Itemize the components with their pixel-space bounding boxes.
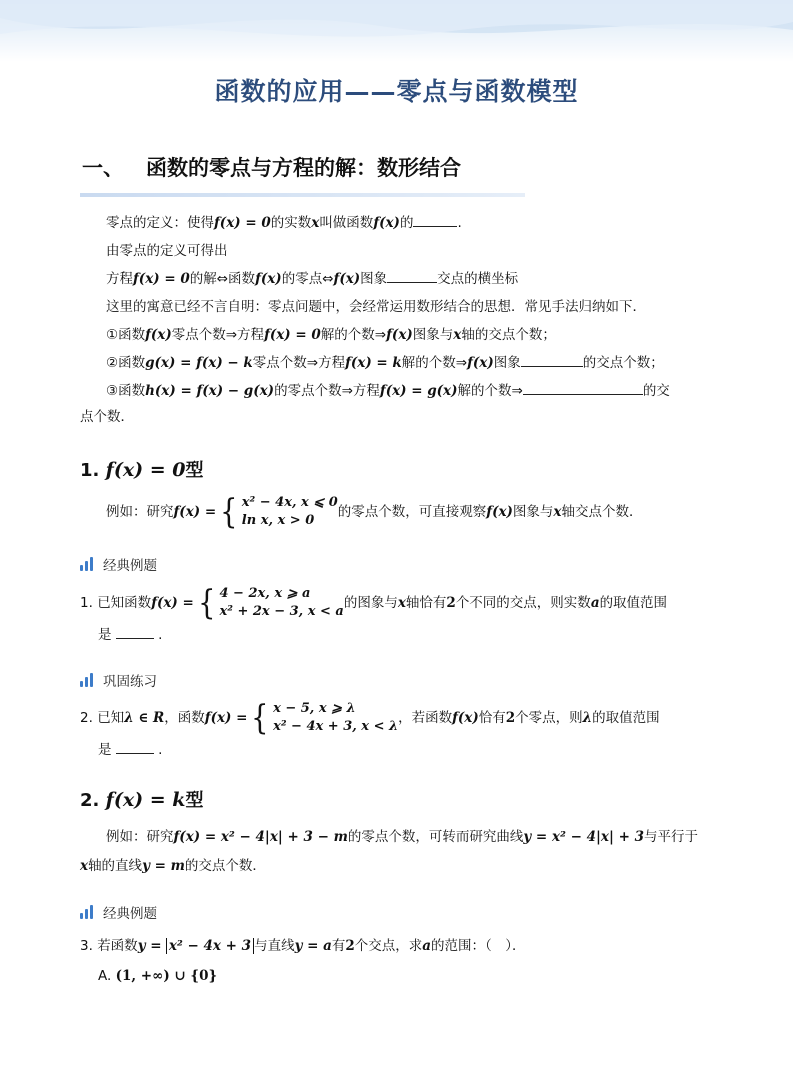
text: 的交点个数．	[184, 858, 266, 874]
text: 零点个数⇒方程	[252, 355, 346, 371]
absolute-value: x² − 4x + 3	[166, 938, 254, 954]
math: f(x)	[467, 355, 494, 371]
intro-line: 点个数．	[80, 409, 134, 425]
math: y =	[137, 938, 162, 954]
text: 的图象与	[343, 595, 398, 611]
example-line-1	[106, 494, 642, 530]
text: 图象与	[512, 504, 554, 520]
text: ①函数	[106, 327, 146, 343]
text: 与直线	[254, 938, 295, 954]
section-heading	[82, 152, 461, 182]
text: 的零点个数，可转而研究曲线	[347, 829, 524, 845]
answer-blank	[387, 270, 437, 283]
text: 的取值范围	[599, 595, 668, 611]
option-label: A.	[98, 968, 112, 984]
section-label: 函数的零点与方程的解：数形结合	[146, 156, 461, 180]
tag-label: 经典例题	[103, 558, 157, 574]
math: f(x) = g(x)	[379, 383, 458, 399]
question-3	[80, 936, 526, 956]
math: f(x) =	[204, 710, 248, 726]
question-2	[80, 700, 660, 736]
math: f(x) =	[173, 504, 217, 520]
bar-chart-icon	[80, 557, 93, 571]
math: x	[553, 504, 562, 520]
section-underline	[80, 193, 525, 197]
math: f(x) = k	[105, 789, 186, 811]
math: f(x)	[145, 327, 172, 343]
method-line-3	[106, 381, 670, 401]
document-title: 函数的应用——零点与函数模型	[214, 77, 579, 106]
math: f(x) = 0	[264, 327, 321, 343]
tag-label: 巩固练习	[103, 674, 157, 690]
cases	[219, 585, 343, 621]
text: .	[158, 742, 163, 758]
text: 轴交点个数．	[561, 504, 643, 520]
brace: {	[220, 492, 238, 532]
text: 的零点个数⇒方程	[274, 383, 380, 399]
case: ln x, x > 0	[241, 513, 315, 528]
intro-line: 由零点的定义可得出	[106, 243, 228, 259]
case: x² − 4x + 3, x < λ	[273, 719, 399, 734]
text: 的零点⇔	[281, 271, 334, 287]
text: 解的个数⇒	[401, 355, 468, 371]
cases	[242, 494, 338, 530]
question-number: 2.	[80, 710, 93, 726]
method-line-2	[106, 353, 664, 373]
text: 是	[98, 742, 112, 758]
subsection-number: 1.	[80, 460, 100, 481]
text: 交点的横坐标	[437, 271, 519, 287]
text: 的实数	[270, 215, 312, 231]
case: x − 5, x ⩾ λ	[273, 701, 356, 716]
math: f(x) = 0	[214, 215, 271, 231]
text: 的交	[642, 383, 670, 399]
math: (1, +∞) ∪ {0}	[115, 968, 218, 984]
text: 解的个数⇒	[457, 383, 523, 399]
text: 型	[185, 790, 204, 811]
text: 叫做函数	[319, 215, 374, 231]
math: f(x)	[452, 710, 479, 726]
text: ，函数	[164, 710, 205, 726]
text: 例如：研究	[106, 829, 174, 845]
text: 个零点，则	[515, 710, 583, 726]
math: x	[80, 858, 89, 874]
intro-line: 这里的寓意已经不言自明：零点问题中，会经常运用数形结合的思想．常见手法归纳如下．	[106, 299, 646, 315]
example-line-2	[106, 827, 698, 847]
text: 恰有	[478, 710, 506, 726]
math: y = a	[294, 938, 332, 954]
piecewise-function	[174, 494, 338, 530]
text: 有	[331, 938, 346, 954]
equivalence-line	[106, 269, 518, 289]
subsection-number: 2.	[80, 790, 100, 811]
option-a[interactable]	[98, 966, 217, 986]
math: 2	[505, 710, 516, 726]
math: f(x)	[255, 271, 282, 287]
text: 已知	[97, 710, 125, 726]
math: λ ∈ R	[124, 710, 165, 726]
math: h(x) = f(x) − g(x)	[145, 383, 275, 399]
text: 轴恰有	[405, 595, 447, 611]
math: x	[397, 595, 406, 611]
answer-blank	[116, 741, 154, 754]
math: f(x) = k	[345, 355, 402, 371]
case: x² − 4x, x ⩽ 0	[241, 495, 338, 510]
text: 与平行于	[644, 829, 698, 845]
math: 2	[446, 595, 456, 611]
math: f(x)	[373, 215, 400, 231]
text: ③函数	[106, 383, 146, 399]
math: f(x) = 0	[105, 459, 186, 481]
piecewise-function	[205, 700, 398, 736]
text: 型	[185, 460, 204, 481]
text: .	[158, 627, 163, 643]
subsection-heading-2	[80, 786, 203, 812]
practice-tag	[80, 670, 157, 690]
text: 零点的定义：使得	[106, 215, 214, 231]
text: 是	[98, 627, 112, 643]
text: 方程	[106, 271, 133, 287]
text: 已知函数	[97, 595, 152, 611]
text: 若函数	[97, 938, 138, 954]
math: y = m	[142, 858, 185, 874]
text: 的零点个数，可直接观察	[337, 504, 487, 520]
math: x	[453, 327, 462, 343]
text: 轴的直线	[88, 858, 143, 874]
definition-line	[106, 213, 462, 233]
math: x	[311, 215, 320, 231]
math: f(x) =	[151, 595, 194, 611]
text: 图象与	[412, 327, 454, 343]
text: 的	[399, 215, 414, 231]
brace: {	[251, 698, 269, 738]
math: f(x)	[333, 271, 361, 287]
text: 个交点，求	[354, 938, 423, 954]
text: 的取值范围	[592, 710, 660, 726]
case: x² + 2x − 3, x < a	[219, 604, 344, 619]
section-number: 一、	[82, 156, 124, 180]
text: ，若函数	[398, 710, 453, 726]
math: a	[422, 938, 432, 954]
text: ②函数	[106, 355, 146, 371]
math: 2	[345, 938, 355, 954]
answer-blank	[413, 214, 457, 227]
text: 的交点个数；	[582, 355, 664, 371]
question-1-continuation	[98, 625, 162, 645]
text: 零点个数⇒方程	[171, 327, 265, 343]
classic-examples-tag-2	[80, 902, 157, 922]
question-1	[80, 585, 667, 621]
answer-blank	[523, 382, 643, 395]
header-wave-decoration	[0, 0, 793, 62]
answer-blank	[521, 354, 583, 367]
text: 的解⇔函数	[189, 271, 256, 287]
text: 轴的交点个数；	[461, 327, 556, 343]
math: g(x) = f(x) − k	[145, 355, 253, 371]
math: f(x) = 0	[133, 271, 190, 287]
brace: {	[198, 583, 216, 623]
text: 解的个数⇒	[320, 327, 387, 343]
method-line-1	[106, 325, 556, 345]
math: λ	[582, 710, 593, 726]
question-number: 1.	[80, 595, 93, 611]
text: .	[457, 215, 462, 231]
subsection-heading-1	[80, 456, 204, 482]
text: 的范围：（ ）．	[431, 938, 526, 954]
case: 4 − 2x, x ⩾ a	[219, 586, 311, 601]
answer-blank	[116, 626, 154, 639]
cases	[273, 700, 398, 736]
question-number: 3.	[80, 938, 93, 954]
question-2-continuation	[98, 740, 162, 760]
math: y = x² − 4|x| + 3	[523, 829, 644, 845]
text: 图象	[360, 271, 388, 287]
bar-chart-icon	[80, 673, 93, 687]
math: f(x)	[486, 504, 513, 520]
text: 个不同的交点，则实数	[455, 595, 591, 611]
math: f(x)	[386, 327, 413, 343]
piecewise-function	[151, 585, 344, 621]
text: 例如：研究	[106, 504, 174, 520]
bar-chart-icon	[80, 905, 93, 919]
tag-label: 经典例题	[103, 906, 157, 922]
example-line-2-continuation	[80, 856, 266, 876]
math: a	[590, 595, 600, 611]
text: 图象	[493, 355, 521, 371]
math: f(x) = x² − 4|x| + 3 − m	[173, 829, 348, 845]
classic-examples-tag	[80, 554, 157, 574]
